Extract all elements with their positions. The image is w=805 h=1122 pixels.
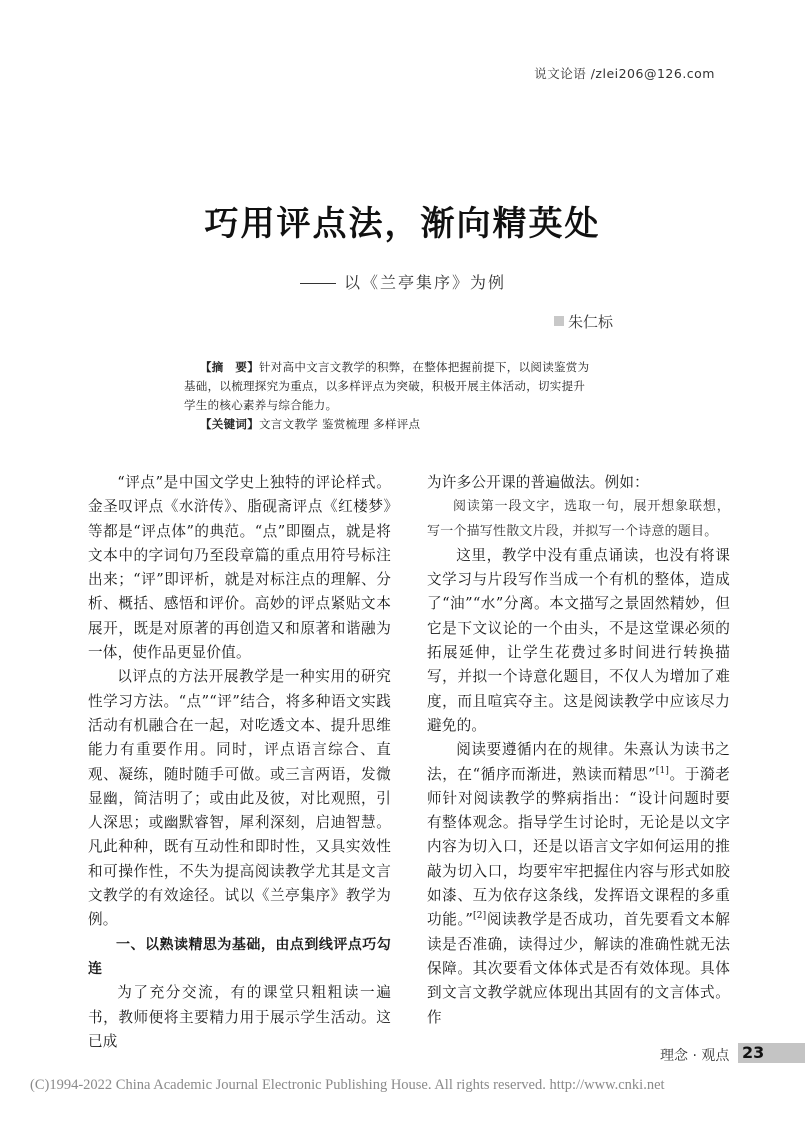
reference-marker: [2] xyxy=(473,911,487,922)
right-column xyxy=(427,471,730,1030)
keywords-text: 文言文教学 鉴赏梳理 多样评点 xyxy=(259,417,421,431)
abstract-line-1 xyxy=(184,358,650,377)
paragraph: 以评点的方法开展教学是一种实用的研究性学习方法。“点”“评”结合，将多种语文实践活动有机融合在一起，对吃透文本、提升思维能力有重要作用。同时，评点语言综合、直观、凝练，随时随手可做。或三言两语，发微显幽，简洁明了；或由此及彼，对比观照，引人深思；或幽默睿智，犀利深刻，启迪智慧。凡此种种，既有互动性和即时性，又具实效性和可操作性，不失为提高阅读教学尤其是文言文教学的有效途径。试以《兰亭集序》教学为例。 xyxy=(88,668,391,929)
abstract-block xyxy=(184,358,650,434)
subtitle-text: 以《兰亭集序》为例 xyxy=(344,273,507,292)
paragraph: 为许多公开课的普遍做法。例如： xyxy=(427,474,649,491)
paragraph-text: 。于漪老师针对阅读教学的弊病指出：“设计问题时要有整体观念。指导学生讨论时，无论是以文字内容为切入口，还是以语言文字如何运用的推敲为切入口，均要牢牢把握住内容与形式如胶如漆、互为依存这条线，发挥语文课程的多重功能。” xyxy=(427,765,730,929)
article-title: 巧用评点法，渐向精英处 xyxy=(204,204,601,244)
author xyxy=(554,311,613,332)
paragraph-text: 阅读要遵循内在的规律。朱熹认为读书之法，在“循序而渐进，熟读而精思” xyxy=(427,741,730,783)
reference-marker: [1] xyxy=(655,765,670,776)
abstract-label: 【摘 要】 xyxy=(200,360,259,374)
page-number: 23 xyxy=(742,1043,765,1062)
author-marker-icon xyxy=(554,316,564,326)
abstract-text-1: 针对高中文言文教学的积弊，在整体把握前提下，以阅读鉴赏为 xyxy=(259,360,590,374)
abstract-line-3: 学生的核心素养与综合能力。 xyxy=(184,398,338,412)
paragraph-text: 阅读教学是否成功，首先要看文本解读是否准确，读得过少，解读的准确性就无法保障。其次要看文体体式是否有效体现。具体到文言文教学就应体现出其固有的文言体式。作 xyxy=(427,911,731,1026)
abstract-line-2: 基础，以梳理探究为重点，以多样评点为突破，积极开展主体活动，切实提升 xyxy=(184,379,586,393)
keywords-line xyxy=(184,415,650,434)
header-contact: 说文论语 /zlei206@126.com xyxy=(534,66,715,81)
section-heading: 一、以熟读精思为基础，由点到线评点巧勾连 xyxy=(88,936,391,977)
paragraph: “评点”是中国文学史上独特的评论样式。金圣叹评点《水浒传》、脂砚斋评点《红楼梦》等都是“评点体”的典范。“点”即圈点，就是将文本中的字词句乃至段章篇的重点用符号标注出来；“评”即评析，就是对标注点的理解、分析、概括、感悟和评价。高妙的评点紧贴文本展开，既是对原著的再创造又和原著和谐融为一体，使作品更显价值。 xyxy=(88,474,391,662)
author-name: 朱仁标 xyxy=(568,313,614,331)
footer-section-label: 理念 · 观点 xyxy=(660,1048,730,1064)
subtitle-dash xyxy=(300,283,336,284)
article-subtitle xyxy=(300,270,506,293)
copyright-notice: (C)1994-2022 China Academic Journal Electronic Publishing House. All rights reserved. http://www.cnki.net xyxy=(30,1077,665,1093)
keywords-label: 【关键词】 xyxy=(200,417,259,431)
paragraph: 为了充分交流，有的课堂只粗粗读一遍书，教师便将主要精力用于展示学生活动。这已成 xyxy=(88,984,391,1050)
paragraph: 这里，教学中没有重点诵读，也没有将课文学习与片段写作当成一个有机的整体，造成了“油”“水”分离。本文描写之景固然精妙，但它是下文议论的一个由头，不是这堂课必须的拓展延伸，让学生花费过多时间进行转换描写，并拟一个诗意化题目，不仅人为增加了难度，而且喧宾夺主。这是阅读教学中应该尽力避免的。 xyxy=(427,546,730,734)
paragraph xyxy=(427,738,730,1030)
left-column xyxy=(88,471,391,1054)
quote-block: 阅读第一段文字，选取一句，展开想象联想，写一个描写性散文片段，并拟写一个诗意的题目。 xyxy=(427,499,730,539)
